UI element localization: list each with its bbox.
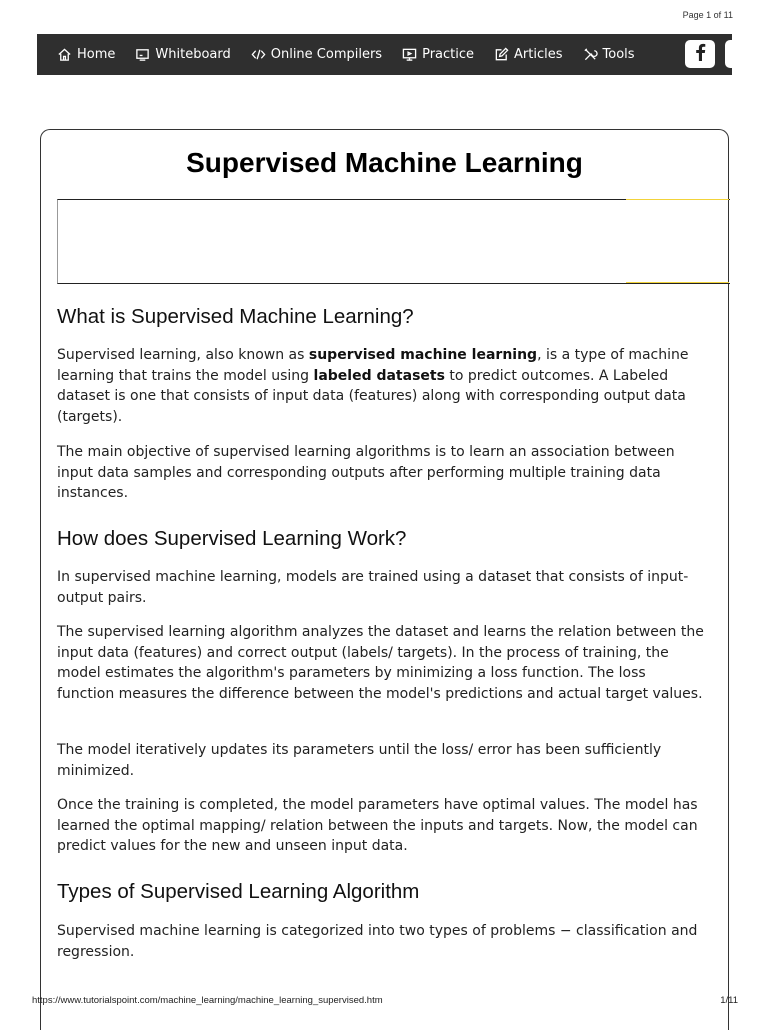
nav-practice-label: Practice: [422, 47, 475, 62]
code-icon: [251, 47, 266, 62]
facebook-button[interactable]: [685, 40, 715, 68]
paragraph: Supervised machine learning is categorized into two types of problems − classification and regression.: [57, 923, 698, 960]
paragraph: In supervised machine learning, models are trained using a dataset that consists of input-output pairs.: [57, 569, 689, 606]
page-counter: Page 1 of 11: [682, 10, 733, 20]
paragraph: Once the training is completed, the model parameters have optimal values. The model has learned the optimal mapping/ relation between the inputs and targets. Now, the model can predict values for the new and unseen input data.: [57, 797, 698, 855]
nav-online-compilers[interactable]: [251, 47, 382, 62]
nav-tools-label: Tools: [602, 47, 635, 62]
top-navbar: [37, 34, 732, 75]
nav-whiteboard[interactable]: [135, 47, 230, 62]
section-heading: What is Supervised Machine Learning?: [57, 305, 414, 328]
nav-home-label: Home: [77, 47, 116, 62]
monitor-icon: [402, 47, 417, 62]
paragraph: The main objective of supervised learning algorithms is to learn an association between input data samples and corresponding outputs after performing multiple training data instances.: [57, 444, 675, 502]
edit-icon: [494, 47, 509, 62]
ad-accent-line-top: [626, 199, 729, 200]
article-title: Supervised Machine Learning: [186, 147, 583, 178]
nav-whiteboard-label: Whiteboard: [155, 47, 231, 62]
paragraph: Supervised learning, also known as supervised machine learning, is a type of machine learning that trains the model using labeled datasets to predict outcomes. A Labeled dataset is one that consists of input data (features) along with corresponding output data (targets).: [57, 347, 689, 425]
paragraph: The model iteratively updates its parameters until the loss/ error has been sufficiently minimized.: [57, 742, 662, 779]
nav-home[interactable]: [57, 47, 115, 62]
ad-accent-line-bottom: [626, 282, 729, 283]
section-heading: How does Supervised Learning Work?: [57, 527, 407, 550]
nav-articles-label: Articles: [514, 47, 563, 62]
ad-placeholder: [57, 199, 730, 284]
whiteboard-icon: [135, 47, 150, 62]
tools-icon: [583, 47, 598, 62]
social-button-partial[interactable]: [725, 40, 732, 68]
facebook-icon: [693, 43, 707, 65]
nav-articles[interactable]: [494, 47, 562, 62]
nav-online-compilers-label: Online Compilers: [270, 47, 383, 62]
footer-url: https://www.tutorialspoint.com/machine_learning/machine_learning_supervised.htm: [32, 995, 383, 1006]
footer-page-number: 1/11: [720, 995, 738, 1006]
home-icon: [57, 47, 72, 62]
paragraph: The supervised learning algorithm analyzes the dataset and learns the relation between the input data (features) and correct output (labels/ targets). In the process of training, the model estimates the algorithm's parameters by minimizing a loss function. The loss function measures the difference between the model's predictions and actual target values.: [57, 624, 704, 702]
nav-practice[interactable]: [402, 47, 474, 62]
section-heading: Types of Supervised Learning Algorithm: [57, 880, 420, 903]
nav-tools[interactable]: [583, 47, 635, 62]
